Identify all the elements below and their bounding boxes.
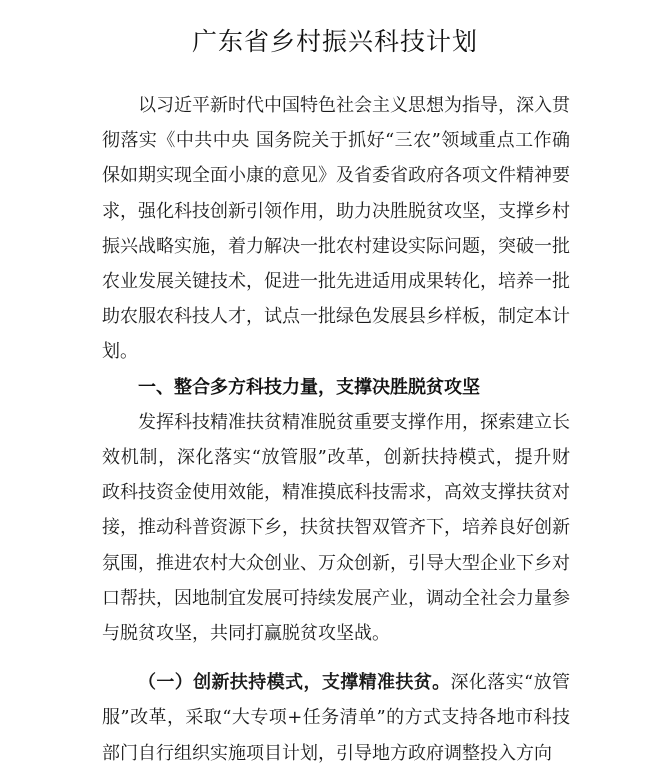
subsection-1-paragraph xyxy=(102,665,570,771)
intro-paragraph: 以习近平新时代中国特色社会主义思想为指导，深入贯彻落实《中共中央 国务院关于抓好“三农”领域重点工作确保如期实现全面小康的意见》及省委省政府各项文件精神要求，强化科技创新引领作用，助力决胜脱贫攻坚，支撑乡村振兴战略实施，着力解决一批农村建设实际问题，突破一批农业发展关键技术，促进一批先进适用成果转化，培养一批助农服农科技人才，试点一批绿色发展县乡样板，制定本计划。 xyxy=(102,95,570,363)
document-body xyxy=(102,88,570,771)
subsection-heading-1: （一）创新扶持模式，支撑精准扶贫。 xyxy=(138,672,451,694)
section-heading-1: 一、整合多方科技力量，支撑决胜脱贫攻坚 xyxy=(138,376,480,398)
section-1-paragraph: 发挥科技精准扶贫精准脱贫重要支撑作用，探索建立长效机制，深化落实“放管服”改革，创新扶持模式，提升财政科技资金使用效能，精准摸底科技需求，高效支撑扶贫对接，推动科普资源下乡，扶贫扶智双管齐下，培养良好创新氛围，推进农村大众创业、万众创新，引导大型企业下乡对口帮扶，因地制宜发展可持续发展产业，调动全社会力量参与脱贫攻坚，共同打赢脱贫攻坚战。 xyxy=(102,411,570,645)
subsection-1-text: 深化落实“放管服”改革，采取“大专项+任务清单”的方式支持各地市科技部门自行组织实施项目计划，引导地方政府调整投入方向 xyxy=(102,672,571,764)
paragraph-spacer xyxy=(102,651,570,665)
document-title: 广东省乡村振兴科技计划 xyxy=(191,27,478,56)
